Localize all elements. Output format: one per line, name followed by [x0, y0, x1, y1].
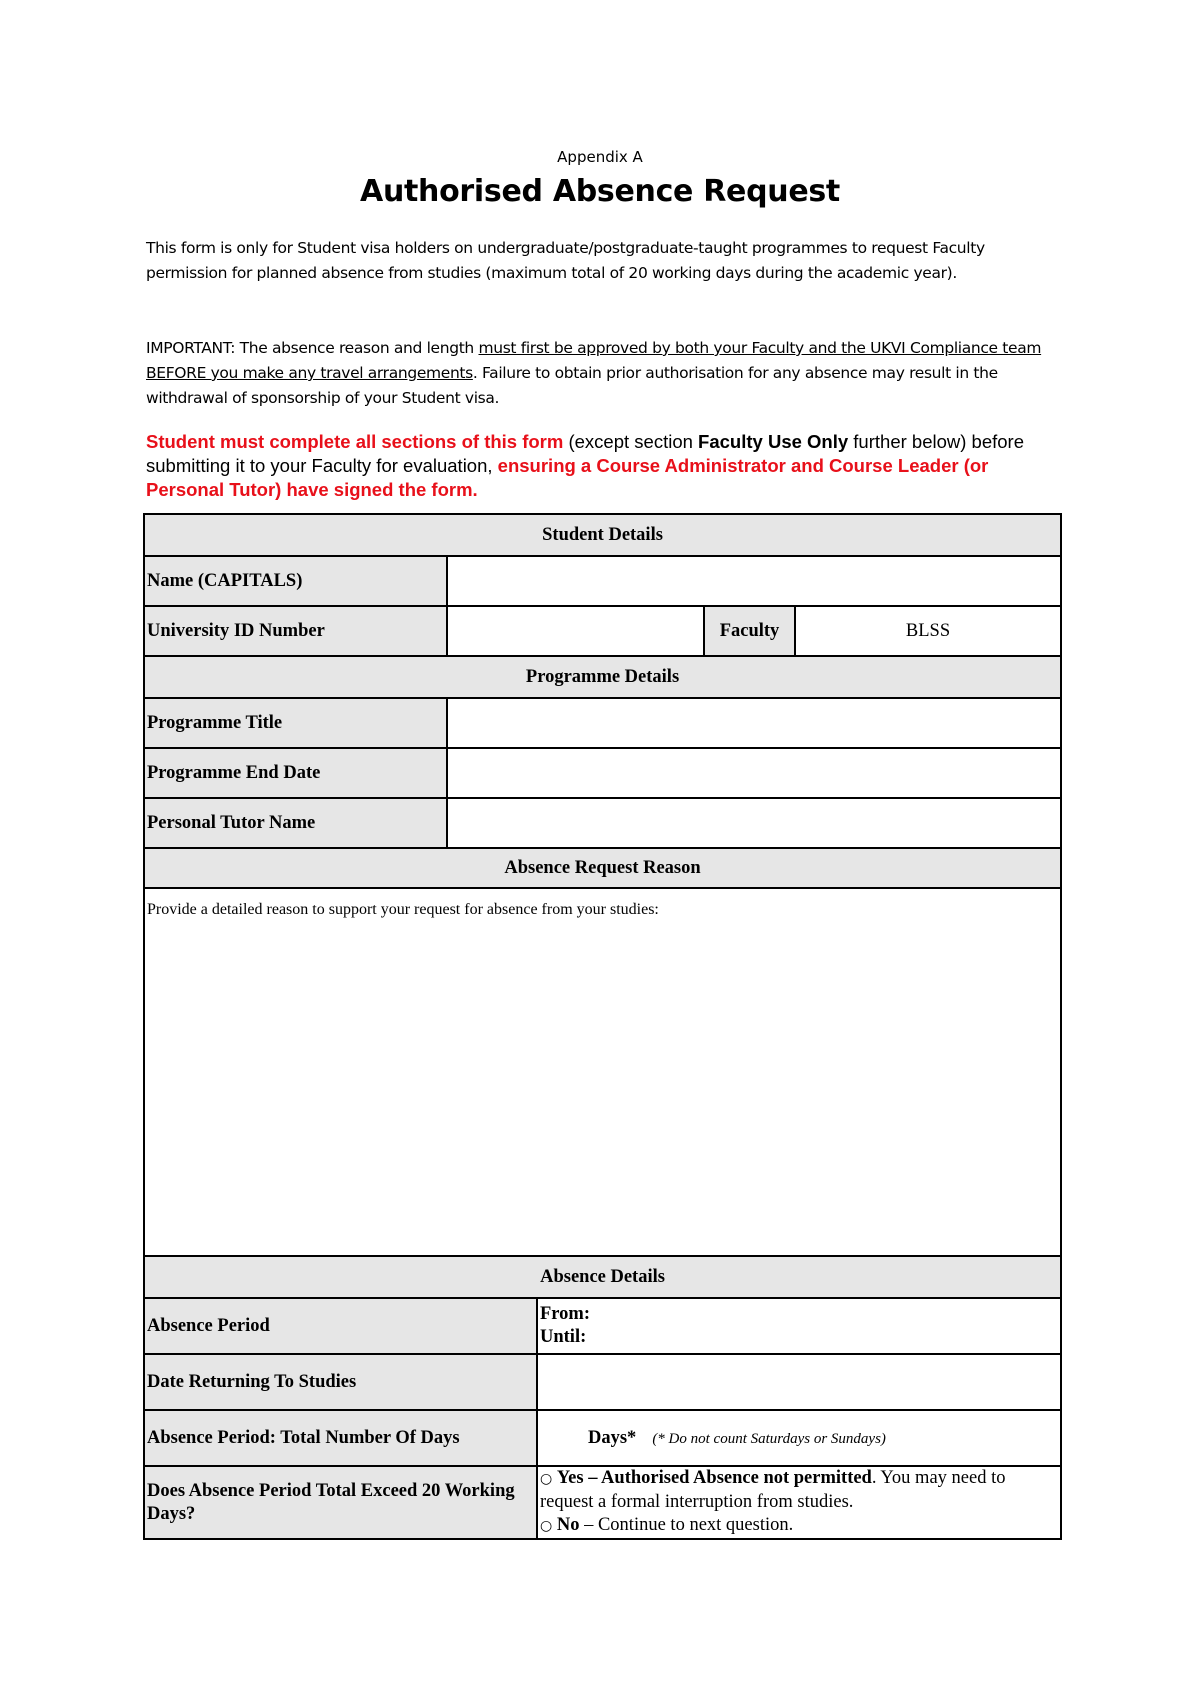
from-label: From: — [540, 1304, 590, 1324]
yes-option-text: . You may need to request a formal interruption from studies. — [540, 1468, 1006, 1512]
important-underlined: must first be approved by both your Faculty and the UKVI Compliance team BEFORE you make any travel arrangements — [146, 339, 1042, 382]
return-date-field[interactable] — [537, 1354, 1061, 1410]
reason-header-row — [144, 848, 1061, 888]
completion-notice — [146, 430, 1066, 502]
intro-paragraph: This form is only for Student visa holders on undergraduate/postgraduate-taught programmes to request Faculty permission for planned absence from studies (maximum total of 20 working days during the academic year). — [146, 239, 985, 282]
no-option[interactable] — [540, 1514, 1058, 1538]
absence-reason-header: Absence Request Reason — [144, 848, 1061, 888]
appendix-label: Appendix A — [557, 148, 643, 166]
total-days-label: Absence Period: Total Number Of Days — [144, 1410, 537, 1466]
absence-period-label: Absence Period — [144, 1298, 537, 1354]
programme-end-field[interactable] — [447, 748, 1061, 798]
tutor-row — [144, 798, 1061, 848]
notice-bold-1: Faculty Use Only — [698, 431, 849, 452]
return-date-row — [144, 1354, 1061, 1410]
exceed-row — [144, 1466, 1061, 1539]
absence-reason-field[interactable] — [144, 888, 1061, 1256]
programme-title-label: Programme Title — [144, 698, 447, 748]
id-faculty-row — [144, 606, 1061, 656]
absence-period-field[interactable] — [537, 1298, 1061, 1354]
yes-radio-icon[interactable]: ○ — [540, 1471, 553, 1487]
programme-end-row — [144, 748, 1061, 798]
student-details-header: Student Details — [144, 514, 1061, 556]
exceed-options — [537, 1466, 1061, 1539]
page-title: Authorised Absence Request — [360, 174, 840, 209]
days-label: Days* — [588, 1427, 637, 1448]
exceed-label: Does Absence Period Total Exceed 20 Working Days? — [144, 1466, 537, 1539]
yes-option[interactable] — [540, 1467, 1058, 1514]
name-row — [144, 556, 1061, 606]
no-option-bold: No — [556, 1515, 580, 1535]
return-date-label: Date Returning To Studies — [144, 1354, 537, 1410]
notice-red-2: ensuring a Course Administrator and Course Leader (or Personal Tutor) have signed the form. — [146, 455, 989, 500]
notice-plain-1: (except section — [563, 431, 699, 452]
personal-tutor-field[interactable] — [447, 798, 1061, 848]
absence-details-header: Absence Details — [144, 1256, 1061, 1298]
total-days-field[interactable] — [537, 1410, 1061, 1466]
programme-details-header: Programme Details — [144, 656, 1061, 698]
reason-row — [144, 888, 1061, 1256]
notice-red-1: Student must complete all sections of this form — [146, 431, 564, 452]
name-label: Name (CAPITALS) — [144, 556, 447, 606]
absence-reason-prompt: Provide a detailed reason to support your request for absence from your studies: — [147, 901, 659, 918]
until-label: Until: — [540, 1327, 587, 1347]
yes-option-bold: Yes – Authorised Absence not permitted — [556, 1468, 872, 1488]
notice-plain-2: further below) before submitting it to your Faculty for evaluation, — [146, 431, 1024, 476]
university-id-field[interactable] — [447, 606, 704, 656]
personal-tutor-label: Personal Tutor Name — [144, 798, 447, 848]
programme-title-row — [144, 698, 1061, 748]
absence-details-row — [144, 1256, 1061, 1298]
no-option-text: – Continue to next question. — [579, 1515, 794, 1535]
programme-title-field[interactable] — [447, 698, 1061, 748]
important-prefix: IMPORTANT: The absence reason and length — [146, 339, 479, 357]
name-field[interactable] — [447, 556, 1061, 606]
important-suffix: . Failure to obtain prior authorisation for any absence may result in the withdrawal of sponsorship of your Student visa. — [146, 364, 998, 407]
request-form-table — [143, 513, 1062, 1540]
absence-period-row — [144, 1298, 1061, 1354]
university-id-label: University ID Number — [144, 606, 447, 656]
faculty-field[interactable]: BLSS — [795, 606, 1061, 656]
programme-end-label: Programme End Date — [144, 748, 447, 798]
student-details-row — [144, 514, 1061, 556]
programme-details-row — [144, 656, 1061, 698]
total-days-row — [144, 1410, 1061, 1466]
faculty-label: Faculty — [704, 606, 795, 656]
days-note: (* Do not count Saturdays or Sundays) — [652, 1430, 886, 1447]
no-radio-icon[interactable]: ○ — [540, 1518, 553, 1534]
important-paragraph — [146, 336, 1066, 411]
